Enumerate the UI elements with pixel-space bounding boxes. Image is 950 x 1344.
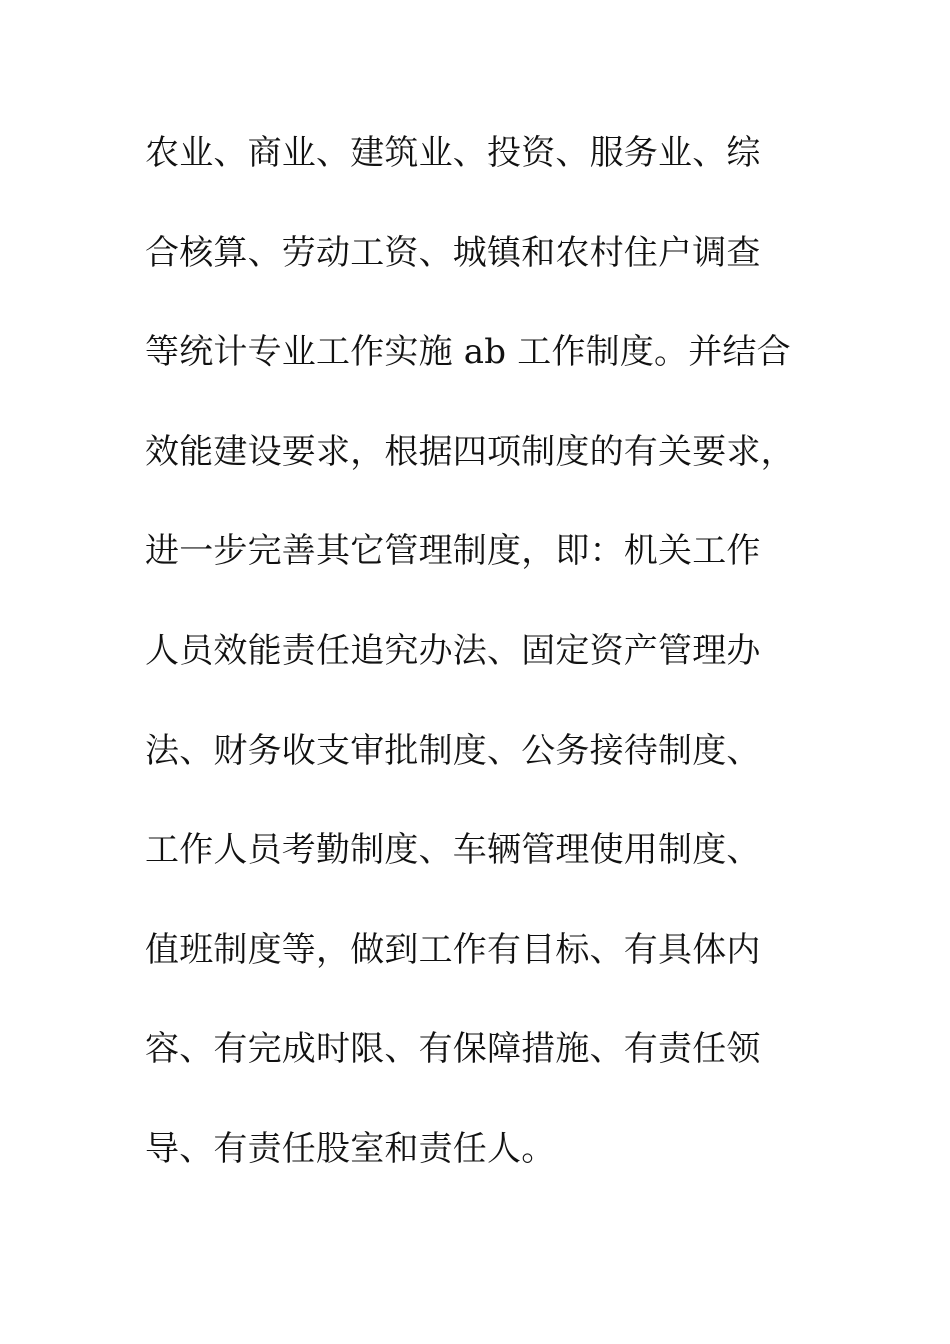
paragraph-line-6: 人员效能责任追究办法、固定资产管理办	[145, 630, 761, 671]
paragraph-line-2: 合核算、劳动工资、城镇和农村住户调查	[145, 232, 761, 273]
paragraph-line-1: 农业、商业、建筑业、投资、服务业、综	[145, 133, 761, 173]
paragraph-line-4: 效能建设要求，根据四项制度的有关要求，	[145, 431, 795, 472]
paragraph-line-5: 进一步完善其它管理制度，即：机关工作	[145, 531, 761, 572]
body-paragraph	[145, 124, 825, 1220]
paragraph-line-11: 导、有责任股室和责任人。	[145, 1128, 556, 1169]
paragraph-line-8: 工作人员考勤制度、车辆管理使用制度、	[145, 830, 761, 871]
paragraph-line-7: 法、财务收支审批制度、公务接待制度、	[145, 730, 761, 771]
paragraph-line-9: 值班制度等，做到工作有目标、有具体内	[145, 929, 761, 970]
paragraph-line-3: 等统计专业工作实施 ab 工作制度。并结合	[145, 332, 791, 373]
paragraph-line-10: 容、有完成时限、有保障措施、有责任领	[145, 1029, 761, 1070]
